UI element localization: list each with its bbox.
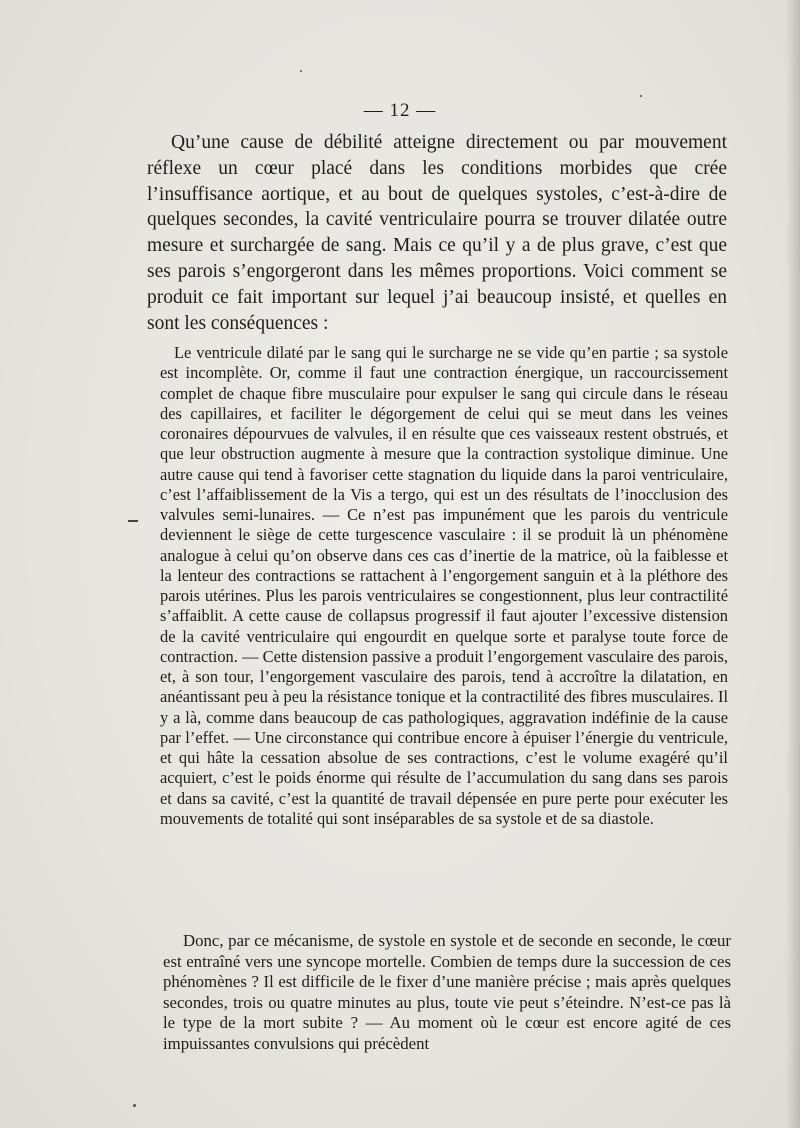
paper-speck xyxy=(640,95,642,97)
paper-speck xyxy=(300,70,302,72)
paragraph-text: Donc, par ce mécanisme, de systole en systole et de seconde en seconde, le cœur est entraîné vers une syncope mortelle. Combien de temps dure la succession de ces phénomènes ? Il est difficile de le fixer d’une manière précise ; mais après quelques secondes, trois ou quatre minutes au plus, toute vie peut s’éteindre. N’est-ce pas là le type de la mort subite ? — Au moment où le cœur est encore agité de ces impuissantes convulsions qui précèdent xyxy=(163,931,731,1053)
paragraph-text: Le ventricule dilaté par le sang qui le surcharge ne se vide qu’en partie ; sa systole est incomplète. Or, comme il faut une contraction énergique, un raccourcissement complet de chaque fibre musculaire pour expulser le sang qui circule dans le réseau des capillaires, et faciliter le dégorgement de celui qui se meut dans les veines coronaires dépourvues de valvules, il en résulte que ces vaisseaux restent obstrués, et que leur obstruction augmente à mesure que la contraction systolique diminue. Une autre cause qui tend à favoriser cette stagnation du liquide dans la paroi ventriculaire, c’est l’affaiblissement de la Vis a tergo, qui est un des résultats de l’inocclusion des valvules semi-lunaires. — Ce n’est pas impunément que les parois du ventricule deviennent le siège de cette turgescence vasculaire : il se produit là un phénomène analogue à celui qu’on observe dans ces cas d’inertie de la matrice, où la faiblesse et la lenteur des contractions se rattachent à l’engorgement sanguin et à la pléthore des parois utérines. Plus les parois ventriculaires se congestionnent, plus leur contractilité s’affaiblit. A cette cause de collapsus progressif il faut ajouter l’excessive distension de la cavité ventriculaire qui engourdit en quelque sorte et paralyse toute force de contraction. — Cette distension passive a produit l’engorgement vasculaire des parois, et, à son tour, l’engorgement vasculaire des parois, tend à accroître la dilatation, en anéantissant peu à peu la résistance tonique et la contractilité des fibres musculaires. Il y a là, comme dans beaucoup de cas pathologiques, aggravation indéfinie de la cause par l’effet. — Une circonstance qui contribue encore à épuiser l’énergie du ventricule, et qui hâte la cessation absolue de ses contractions, c’est le volume exagéré qu’il acquiert, c’est le poids énorme qui résulte de l’accumulation du sang dans ses parois et dans sa cavité, c’est la quantité de travail dépensée en pure perte pour exécuter les mouvements de totalité qui sont inséparables de sa systole et de sa diastole. xyxy=(160,343,728,828)
paragraph-text: Qu’une cause de débilité atteigne directement ou par mouvement réflexe un cœur placé dans les conditions morbides que crée l’insuffisance aortique, et au bout de quelques systoles, c’est-à-dire de quelques secondes, la cavité ventriculaire pourra se trouver dilatée outre mesure et surchargée de sang. Mais ce qu’il y a de plus grave, c’est que ses parois s’engorgeront dans les mêmes proportions. Voici comment se produit ce fait important sur lequel j’ai beaucoup insisté, et quelles en sont les conséquences : xyxy=(147,132,727,334)
paragraph-conclusion xyxy=(163,931,731,1055)
page-number: — 12 — xyxy=(363,100,437,121)
paragraph-intro xyxy=(147,130,727,336)
page-edge-shadow xyxy=(786,0,800,1128)
paragraph-body xyxy=(160,343,728,829)
paper-speck xyxy=(133,1104,136,1107)
margin-mark xyxy=(128,520,138,522)
